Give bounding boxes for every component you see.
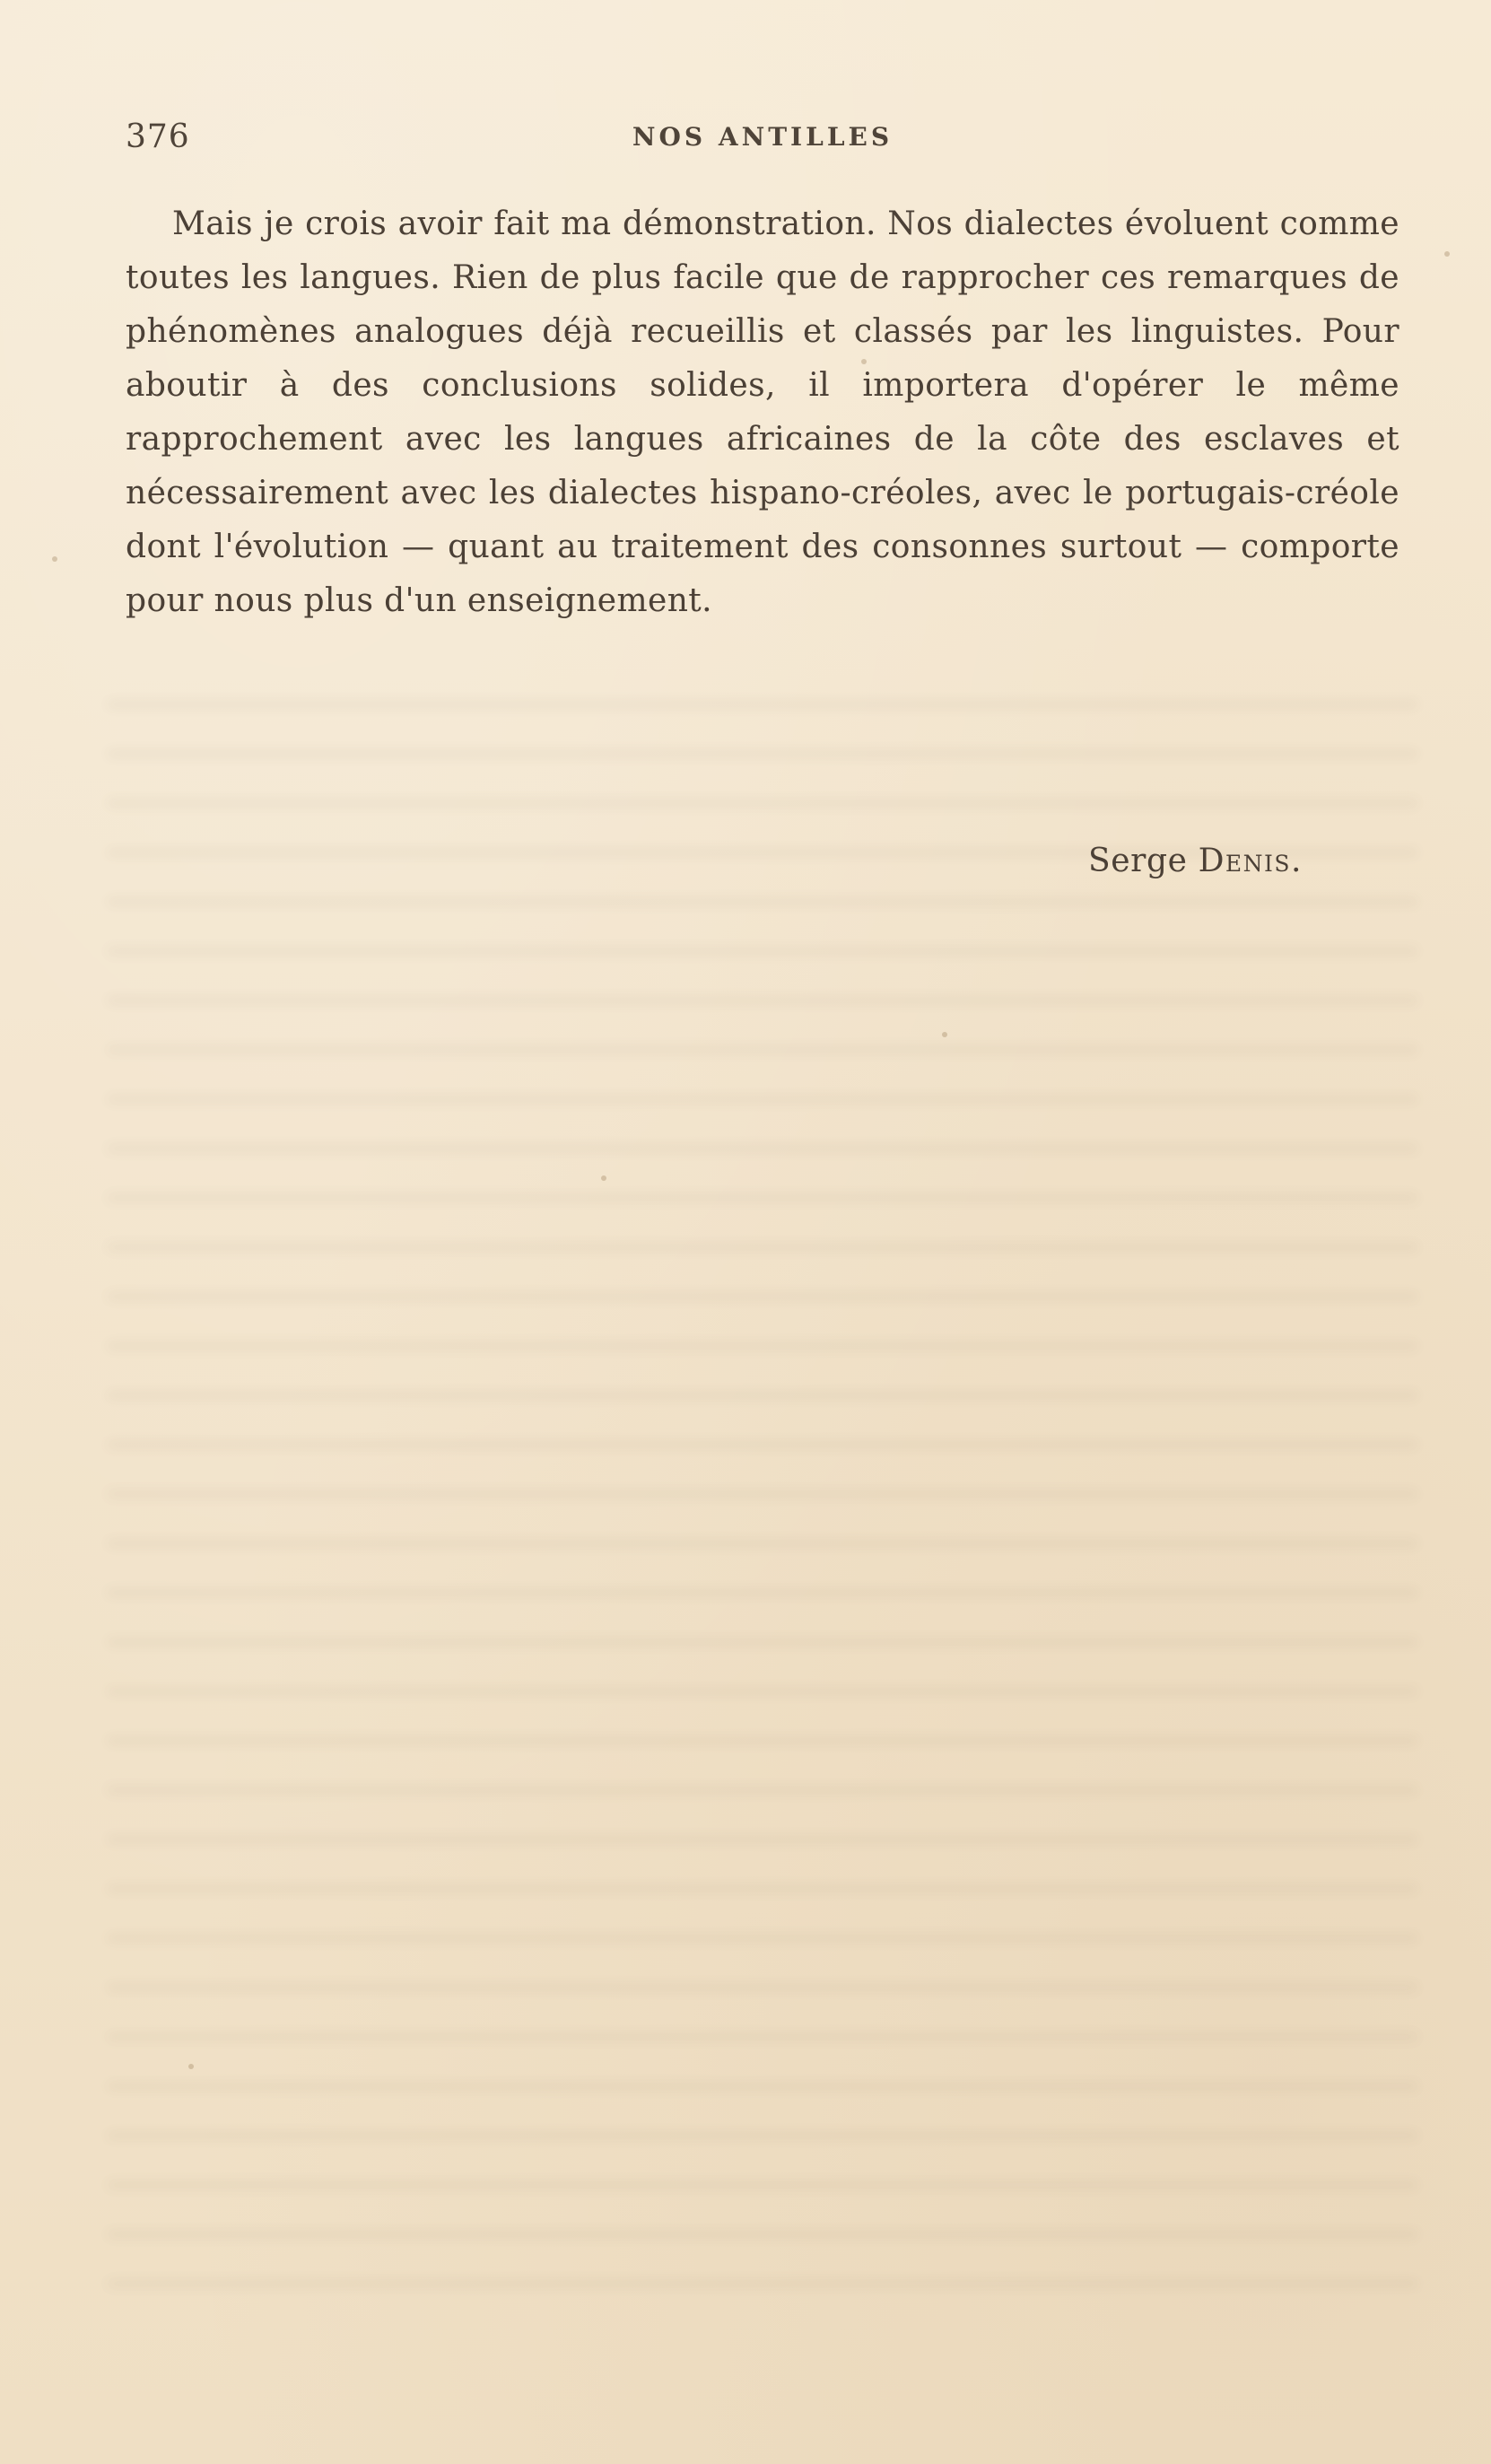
paper-speck — [188, 2064, 194, 2069]
bleed-through-texture — [108, 700, 1417, 2315]
page-number: 376 — [126, 118, 190, 155]
paper-speck — [942, 1032, 947, 1037]
paper-speck — [52, 556, 57, 562]
author-signature — [126, 834, 1303, 888]
running-head: NOS ANTILLES — [632, 121, 894, 152]
author-surname: Denis. — [1198, 843, 1303, 879]
paper-speck — [601, 1175, 606, 1181]
body-text — [126, 197, 1399, 628]
author-first-name: Serge — [1087, 843, 1188, 879]
page-header — [126, 109, 1399, 163]
paper-speck — [1444, 251, 1450, 257]
paragraph: Mais je crois avoir fait ma démonstration. Nos dialectes évoluent comme toutes les langues. Rien de plus facile que de rapprocher ces remarques de phénomènes analogues déjà recueillis et classés par les linguistes. Pour aboutir à des conclusions solides, il importera d'opérer le même rapprochement avec les langues africaines de la côte des esclaves et nécessairement avec les dialectes hispano-créoles, avec le portugais-créole dont l'évolution — quant au traitement des consonnes surtout — comporte pour nous plus d'un enseignement. — [126, 205, 1399, 619]
